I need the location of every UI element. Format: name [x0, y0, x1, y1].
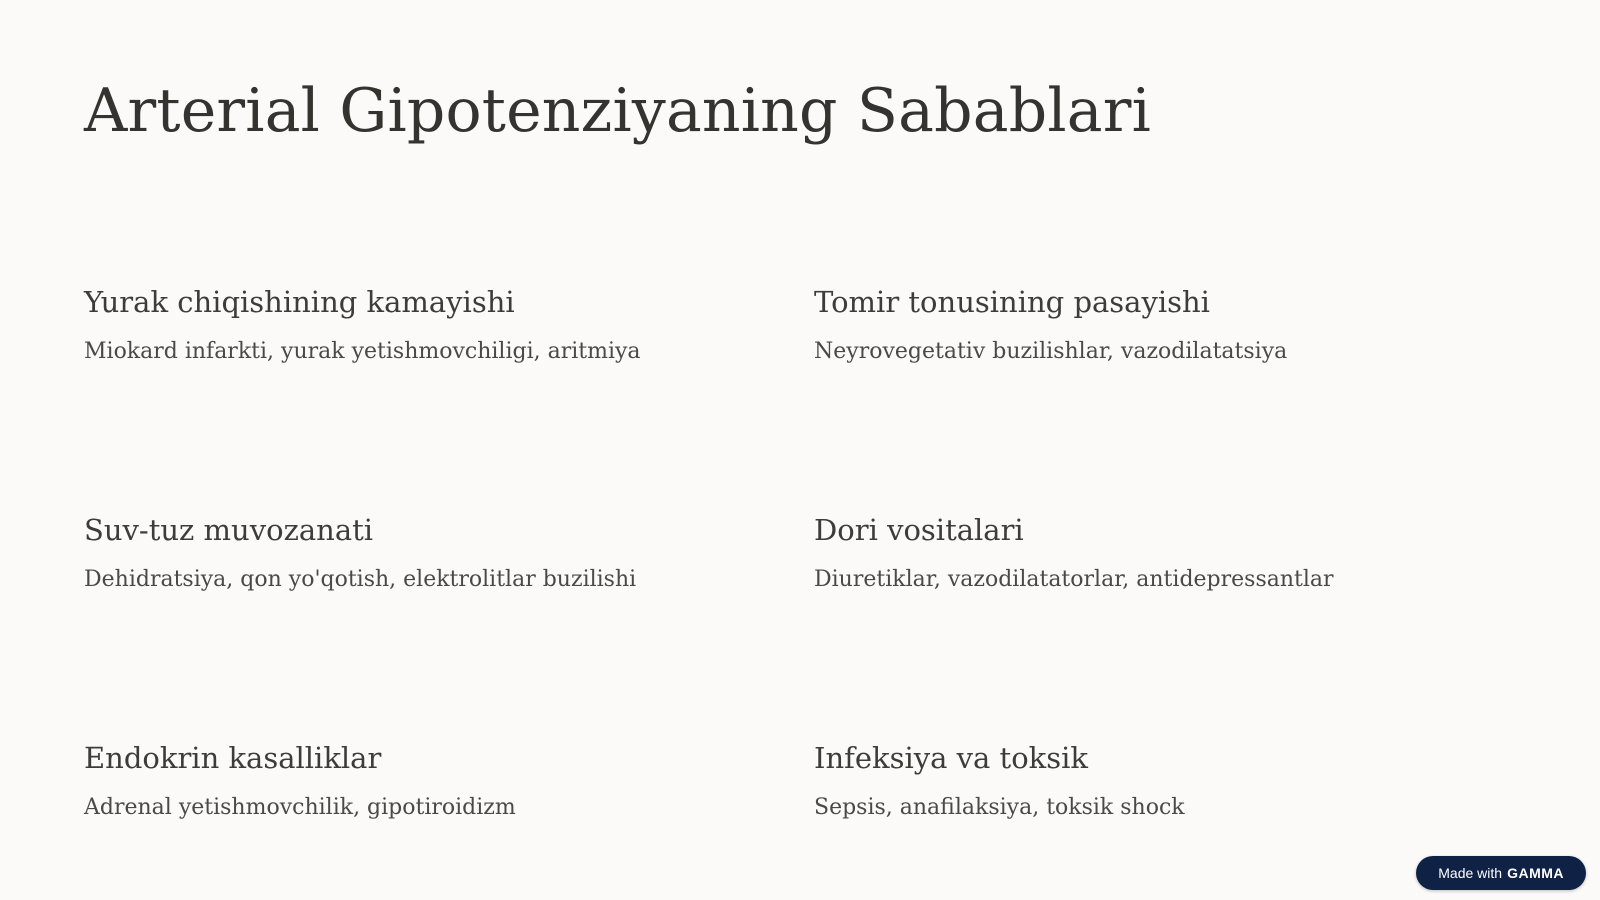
cause-description: Neyrovegetativ buzilishlar, vazodilatatsiya	[814, 339, 1288, 364]
cause-title: Infeksiya va toksik	[814, 741, 1088, 775]
cause-description: Diuretiklar, vazodilatatorlar, antidepressantlar	[814, 567, 1334, 592]
badge-prefix: Made with	[1438, 865, 1503, 881]
cause-item-cardiac-output	[84, 280, 814, 508]
cause-description: Dehidratsiya, qon yo'qotish, elektrolitlar buzilishi	[84, 567, 637, 592]
page-title: Arterial Gipotenziyaning Sabablari	[84, 76, 1151, 146]
cause-description: Miokard infarkti, yurak yetishmovchiligi, aritmiya	[84, 339, 641, 364]
cause-title: Endokrin kasalliklar	[84, 741, 382, 775]
cause-item-water-salt-balance	[84, 508, 814, 736]
cause-title: Tomir tonusining pasayishi	[814, 285, 1210, 319]
causes-grid	[84, 280, 1504, 900]
gamma-logo-text: GAMMA	[1507, 865, 1564, 881]
cause-item-medications	[814, 508, 1504, 736]
cause-title: Suv-tuz muvozanati	[84, 513, 374, 547]
cause-item-infection-toxic	[814, 736, 1504, 900]
cause-title: Dori vositalari	[814, 513, 1024, 547]
cause-item-endocrine	[84, 736, 814, 900]
made-with-gamma-badge[interactable]	[1416, 856, 1586, 890]
cause-description: Sepsis, anafilaksiya, toksik shock	[814, 795, 1185, 820]
cause-title: Yurak chiqishining kamayishi	[84, 285, 515, 319]
cause-description: Adrenal yetishmovchilik, gipotiroidizm	[84, 795, 516, 820]
cause-item-vascular-tone	[814, 280, 1504, 508]
